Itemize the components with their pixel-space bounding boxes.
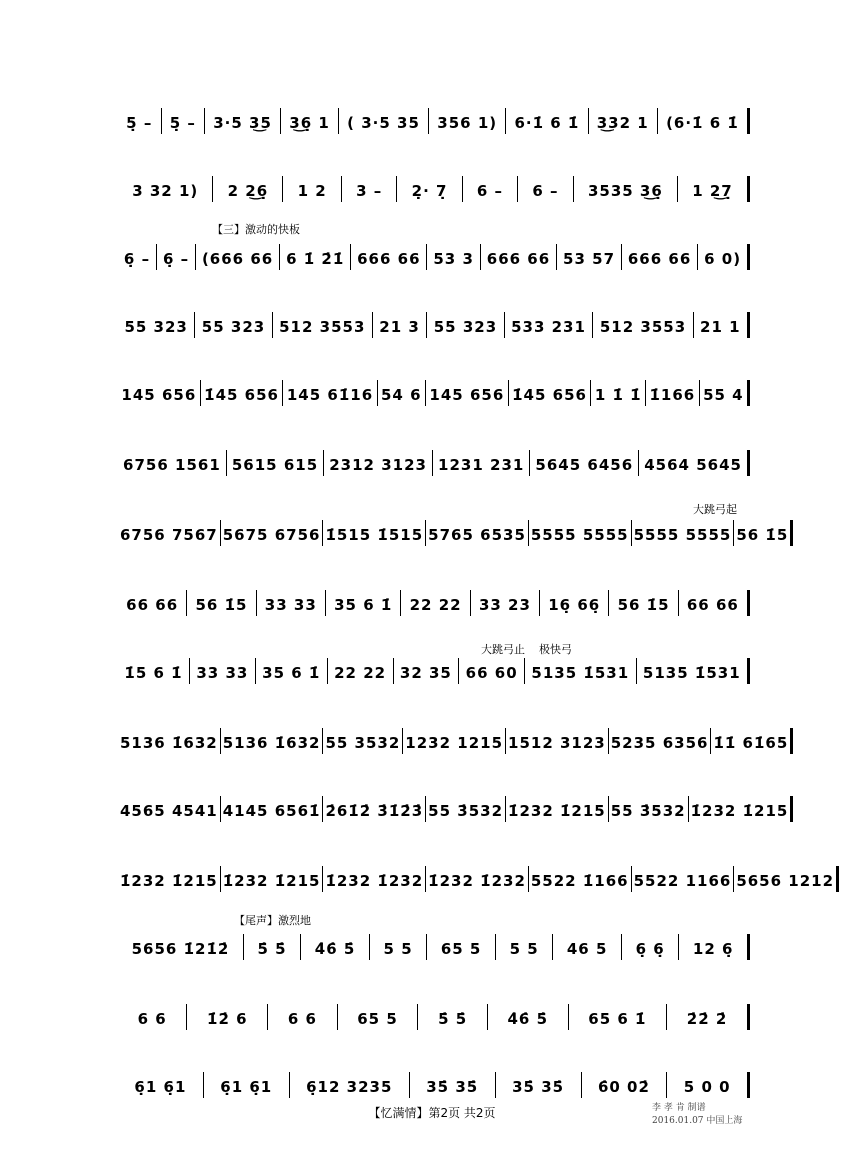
measure: 4564 5645 <box>639 450 750 476</box>
measure: 3 – <box>342 176 398 202</box>
measure: 6 6 <box>118 1004 187 1030</box>
measure-line <box>118 866 835 892</box>
measure: 145 656 <box>118 380 201 406</box>
big-bounce-start-marking: 大跳弓起 <box>693 503 737 516</box>
measure: 1 2 <box>283 176 342 202</box>
page-footer: 【忆满情】第2页 共2页 <box>368 1106 496 1120</box>
measure: 1̇232 1̇232 <box>323 866 426 892</box>
measure: 145 656 <box>426 380 509 406</box>
measure: 66 66 <box>118 590 187 616</box>
measure: 56 1̇5 <box>734 520 793 546</box>
measure: 4̇6̇ 5̇ <box>301 934 370 960</box>
measure-line <box>118 934 750 960</box>
fast-bow-marking: 极快弓 <box>539 643 572 656</box>
measure: 3͜32 1 <box>589 108 658 134</box>
measure: 3͜6̣ 1 <box>281 108 339 134</box>
measure: 1̇45 656 <box>201 380 284 406</box>
measure: 55 3532 <box>323 728 403 754</box>
measure: 5136 1̇632 <box>221 728 324 754</box>
credit-block <box>652 1102 742 1128</box>
measure: 5555 5555 <box>529 520 632 546</box>
measure: 2 2͜6̣ <box>213 176 283 202</box>
measure: 5136 1̇632 <box>118 728 221 754</box>
measure: 35 6 1̇ <box>326 590 402 616</box>
measure: 4̇6̇ 5̇ <box>488 1004 569 1030</box>
measure: 55 323 <box>427 312 504 338</box>
big-bounce-stop-marking: 大跳弓止 <box>481 643 525 656</box>
measure: 1̇1̇ 61̇65 <box>711 728 793 754</box>
measure-line <box>118 450 750 476</box>
measure-line <box>118 590 750 616</box>
measure: 6 – <box>518 176 574 202</box>
measure: 33 33 <box>190 658 256 684</box>
measure: 5 5 <box>370 934 427 960</box>
measure: (666 66 <box>196 244 280 270</box>
measure: 4565 4541 <box>118 796 221 822</box>
measure: 5235 6356 <box>609 728 712 754</box>
measure: 6756 1561 <box>118 450 227 476</box>
measure: 4145 6561̇ <box>221 796 324 822</box>
measure: 46 5 <box>553 934 622 960</box>
measure: 1̇45 656 <box>509 380 592 406</box>
coda-marking: 【尾声】激烈地 <box>234 914 311 927</box>
measure: 3 32 1) <box>118 176 213 202</box>
measure: 5522 1̇166 <box>529 866 632 892</box>
measure: 1̇2̇ 6 <box>187 1004 268 1030</box>
measure: 5765 6535 <box>426 520 529 546</box>
measure: 5555 5555 <box>632 520 735 546</box>
measure: 33 33 <box>257 590 326 616</box>
measure: 356 1) <box>429 108 506 134</box>
measure: 6 6 <box>268 1004 337 1030</box>
measure: 1̇232 1̇232 <box>426 866 529 892</box>
measure: 6̣1 6̣1 <box>118 1072 204 1098</box>
measure: 1̇232 1̇215 <box>689 796 794 822</box>
measure: 6·1̇ 6 1̇ <box>506 108 588 134</box>
measure: 5675 6756 <box>221 520 324 546</box>
measure: 66 66 <box>679 590 750 616</box>
measure: 1̇232 1̇215 <box>118 866 221 892</box>
measure: 33 23 <box>471 590 540 616</box>
measure: 55 3̇532 <box>609 796 689 822</box>
measure: 53 3 <box>427 244 480 270</box>
measure: 21 3 <box>373 312 427 338</box>
measure-line <box>118 380 750 406</box>
measure: 65 5 <box>427 934 496 960</box>
measure: 55 3̇532 <box>426 796 506 822</box>
measure: 1̇515 1̇515 <box>323 520 426 546</box>
measure: 35̇ 35̇ <box>410 1072 496 1098</box>
measure: 533 231 <box>505 312 594 338</box>
measure: 5656 1̇21̇2̇ <box>118 934 244 960</box>
measure: 5 0 0 <box>667 1072 750 1098</box>
measure: 66 60 <box>459 658 525 684</box>
section3-marking: 【三】激动的快板 <box>212 223 300 236</box>
measure-line <box>118 176 750 202</box>
measure: 1 1̇ 1̇ <box>591 380 646 406</box>
measure: 3535 3͜6̣ <box>574 176 678 202</box>
measure: 6 0) <box>698 244 750 270</box>
credit-date: 2016.01.07 中国上海 <box>652 1116 743 1126</box>
measure: 6̣ – <box>118 244 157 270</box>
measure: 6756 7567 <box>118 520 221 546</box>
measure: 5645 6456 <box>530 450 639 476</box>
measure: 5̣ – <box>118 108 162 134</box>
measure: 1̇232 1̇215 <box>506 796 609 822</box>
measure-line <box>118 244 750 270</box>
measure: 65 5 <box>338 1004 419 1030</box>
measure-line <box>118 728 789 754</box>
measure-line <box>118 520 789 546</box>
measure: 6 1̇ 2̇1̇ <box>280 244 351 270</box>
measure: 666 66 <box>481 244 557 270</box>
measure: 22 22 <box>401 590 470 616</box>
measure: 53 57 <box>557 244 622 270</box>
measure: 1231 231 <box>433 450 530 476</box>
measure: 21 1 <box>694 312 750 338</box>
measure: 5135 1̇531 <box>637 658 751 684</box>
measure: (6·1̇ 6 1̇ <box>658 108 750 134</box>
measure: 6̣12 3235 <box>290 1072 410 1098</box>
measure-line <box>118 658 750 684</box>
measure: 5522 1166 <box>632 866 735 892</box>
measure: 1232 1215 <box>403 728 506 754</box>
measure: 1̇232 1̇215 <box>221 866 324 892</box>
measure: 55 4 <box>700 380 750 406</box>
measure-line <box>118 1072 750 1098</box>
measure: 5 5 <box>496 934 553 960</box>
measure: 666 66 <box>622 244 698 270</box>
measure: 55 323 <box>195 312 272 338</box>
measure: 56 1̇5 <box>187 590 256 616</box>
measure: 1̇166 <box>646 380 700 406</box>
measure-line <box>118 312 750 338</box>
measure: 5̇ 5̇ <box>244 934 301 960</box>
measure: 1̇5 6 1̇ <box>118 658 190 684</box>
measure: 54 6 <box>378 380 426 406</box>
measure: 65 6 1̇ <box>569 1004 667 1030</box>
measure: 512 3553 <box>273 312 373 338</box>
measure: 1512 3123 <box>506 728 609 754</box>
measure: 6̣ 6̣ <box>622 934 679 960</box>
measure: 5̣ – <box>162 108 206 134</box>
measure: 5615 615 <box>227 450 324 476</box>
measure: 5̇ 5̇ <box>418 1004 487 1030</box>
measure: 12 6̣ <box>679 934 750 960</box>
credit-author: 李 孝 肯 制谱 <box>652 1103 706 1113</box>
measure: 6̇0 02̇ <box>582 1072 668 1098</box>
measure: 5135 1̇531 <box>525 658 637 684</box>
measure-line <box>118 1004 750 1030</box>
measure: ( 3·5 35 <box>339 108 429 134</box>
measure: 16̣ 66̣ <box>540 590 609 616</box>
measure: 6̣1 6̣1 <box>204 1072 290 1098</box>
measure: 666 66 <box>351 244 427 270</box>
measure: 2̇2̇ 2̇ <box>667 1004 750 1030</box>
measure: 56 1̇5 <box>609 590 678 616</box>
measure: 6 – <box>463 176 519 202</box>
measure: 1 2͜7̣ <box>678 176 750 202</box>
measure: 2312 3123 <box>324 450 433 476</box>
measure: 5656 1212 <box>734 866 839 892</box>
measure: 145 61̇16 <box>283 380 377 406</box>
measure: 22 22 <box>328 658 394 684</box>
measure: 512 3553 <box>593 312 693 338</box>
measure: 3·5 3͜5 <box>205 108 281 134</box>
measure-line <box>118 108 750 134</box>
measure: 32 35 <box>394 658 460 684</box>
measure-line <box>118 796 789 822</box>
measure: 6̣ – <box>157 244 196 270</box>
measure: 55 323 <box>118 312 195 338</box>
measure: 35 6 1̇ <box>256 658 328 684</box>
measure: 35̇ 35̇ <box>496 1072 582 1098</box>
measure: 2̇61̇2̇ 3̇1̇2̇3̇ <box>323 796 426 822</box>
measure: 2̣· 7̣ <box>397 176 462 202</box>
